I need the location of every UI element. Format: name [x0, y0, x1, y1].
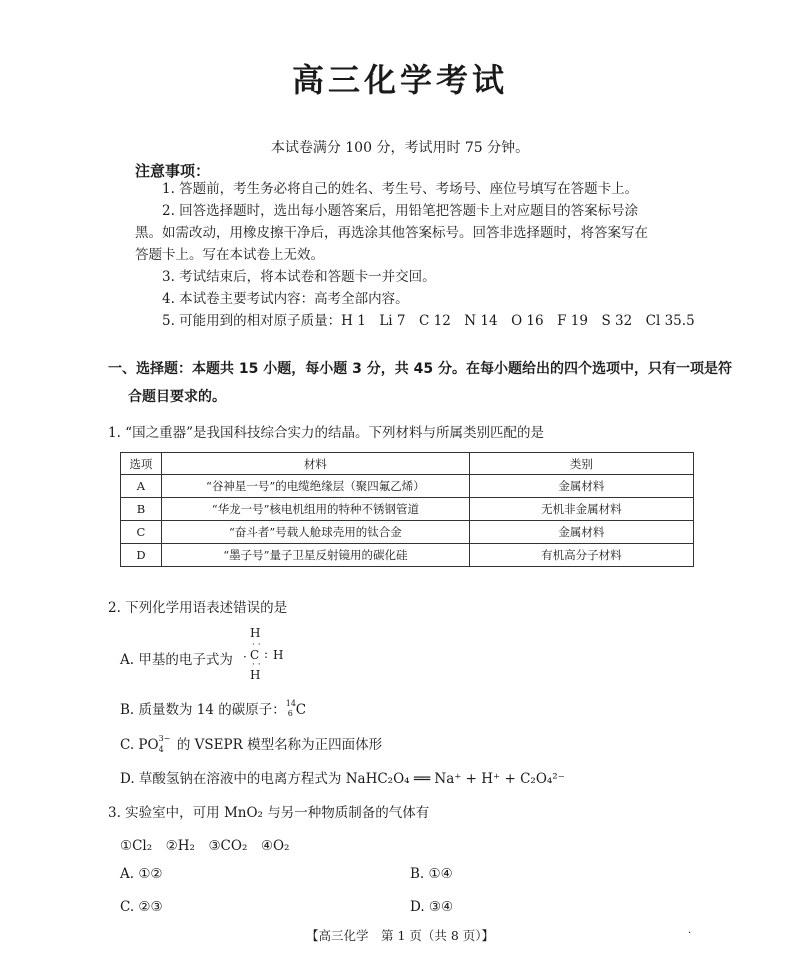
- question-2-stem: 2. 下列化学用语表述错误的是: [108, 600, 288, 616]
- notice-item-4: 4. 本试卷主要考试内容：高考全部内容。: [162, 291, 409, 307]
- table-row: [121, 544, 694, 567]
- option-c-formula: C. PO: [120, 737, 159, 753]
- notice-heading: 注意事项：: [135, 162, 211, 180]
- section-heading-cont: 合题目要求的。: [128, 389, 226, 405]
- lewis-h-top: H: [250, 626, 261, 640]
- atomic-number: 6: [287, 708, 293, 718]
- lewis-h-bottom: H: [250, 668, 261, 682]
- table-cell: “奋斗者”号载人舱球壳用的钛合金: [161, 521, 469, 544]
- question-2-option-a: A. 甲基的电子式为: [120, 652, 233, 668]
- electron-dots: · ·: [252, 660, 261, 670]
- table-header: 选项: [121, 453, 162, 475]
- corner-mark: ·: [688, 928, 692, 939]
- notice-item-1: 1. 答题前，考生务必将自己的姓名、考生号、考场号、座位号填写在答题卡上。: [162, 181, 639, 197]
- question-3-option-c: C. ②③: [120, 899, 163, 915]
- question-3-gases: ①Cl₂ ②H₂ ③CO₂ ④O₂: [120, 838, 290, 854]
- notice-item-3: 3. 考试结束后，将本试卷和答题卡一并交回。: [162, 269, 436, 285]
- table-cell: 金属材料: [469, 475, 693, 498]
- question-2-option-c: [120, 733, 382, 753]
- notice-item-2-end: 答题卡上。写在本试卷上无效。: [135, 247, 324, 263]
- question-3-option-d: D. ③④: [410, 899, 454, 915]
- page-footer: 【高三化学 第 1 页（共 8 页）】: [305, 928, 495, 943]
- notice-item-5: 5. 可能用到的相对原子质量：H 1 Li 7 C 12 N 14 O 16 F 19 S 32 Cl 35.5: [162, 313, 695, 329]
- question-1-stem: 1. “国之重器”是我国科技综合实力的结晶。下列材料与所属类别匹配的是: [108, 425, 544, 441]
- table-cell: B: [121, 498, 162, 521]
- table-cell: 无机非金属材料: [469, 498, 693, 521]
- table-cell: “谷神星一号”的电缆绝缘层（聚四氟乙烯）: [161, 475, 469, 498]
- exam-info: 本试卷满分 100 分，考试用时 75 分钟。: [270, 140, 530, 156]
- charge: 3−: [158, 733, 171, 743]
- table-cell: D: [121, 544, 162, 567]
- table-header: 类别: [469, 453, 693, 475]
- mass-number: 14: [285, 698, 296, 708]
- option-b-text: B. 质量数为 14 的碳原子：: [120, 702, 286, 718]
- question-3-option-b: B. ①④: [410, 866, 453, 882]
- electron-dots: · ·: [252, 640, 261, 650]
- question-1-table: [120, 452, 694, 567]
- option-c-text: 的 VSEPR 模型名称为正四面体形: [172, 737, 383, 753]
- table-row: [121, 521, 694, 544]
- table-header: 材料: [161, 453, 469, 475]
- table-cell: “墨子号”量子卫星反射镜用的碳化硅: [161, 544, 469, 567]
- table-cell: 有机高分子材料: [469, 544, 693, 567]
- question-2-option-d: D. 草酸氢钠在溶液中的电离方程式为 NaHC₂O₄ ══ Na⁺ + H⁺ + C₂O₄²⁻: [120, 771, 565, 787]
- section-heading: 一、选择题：本题共 15 小题，每小题 3 分，共 45 分。在每小题给出的四个选项中，只有一项是符: [108, 361, 732, 377]
- table-cell: C: [121, 521, 162, 544]
- table-cell: “华龙一号”核电机组用的特种不锈钢管道: [161, 498, 469, 521]
- question-2-option-b: [120, 698, 306, 718]
- table-row: [121, 475, 694, 498]
- table-row: [121, 498, 694, 521]
- lewis-c: C: [250, 648, 260, 662]
- lewis-h-right: H: [273, 648, 284, 662]
- notice-item-2-cont: 黑。如需改动，用橡皮擦干净后，再选涂其他答案标号。回答非选择题时，将答案写在: [135, 225, 648, 241]
- subscript: 4: [158, 744, 164, 754]
- page-title: 高三化学考试: [291, 61, 508, 99]
- electron-dots: :: [264, 647, 269, 661]
- lewis-dot-left: ·: [243, 650, 247, 664]
- notice-item-2: 2. 回答选择题时，选出每小题答案后，用铅笔把答题卡上对应题目的答案标号涂: [162, 203, 639, 219]
- question-3-option-a: A. ①②: [120, 866, 163, 882]
- question-3-stem: 3. 实验室中，可用 MnO₂ 与另一种物质制备的气体有: [108, 805, 430, 821]
- element-symbol: C: [295, 702, 307, 718]
- table-cell: 金属材料: [469, 521, 693, 544]
- table-cell: A: [121, 475, 162, 498]
